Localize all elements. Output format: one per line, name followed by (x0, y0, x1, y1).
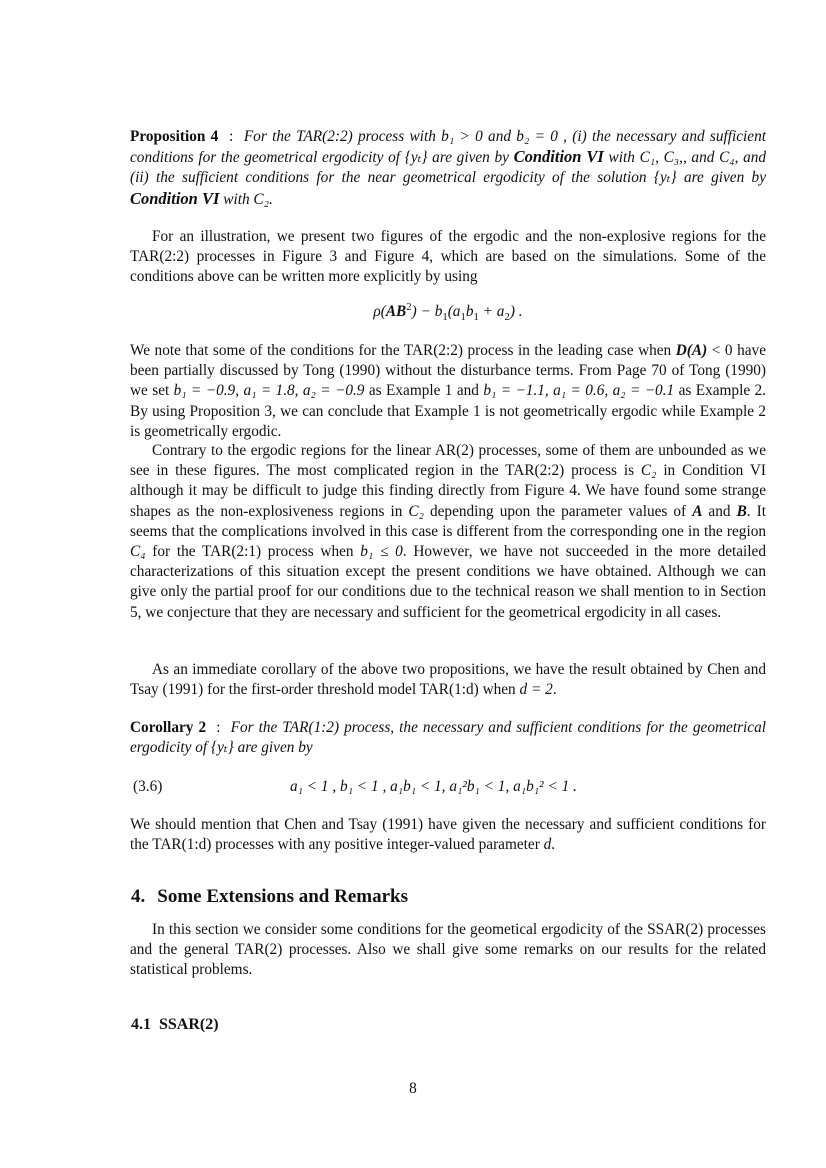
display-equation-rho: $\rho(AB^2) - b_1(a_1b_1 + a_2)$ . (373, 300, 523, 324)
paragraph-mention: We should mention that Chen and Tsay (1991) have given the necessary and sufficient conditions for the TAR(1:d) processes with any positive integer-valued parameter d. (130, 816, 766, 854)
equation-3-6: a₁ < 1 , b₁ < 1 , a₁b₁ < 1, a₁²b₁ < 1, a₁b₁² < 1 . (290, 778, 577, 795)
paragraph-immediate: As an immediate corollary of the above two propositions, we have the result obtained by Chen and Tsay (1991) for the first-order threshold model TAR(1:d) when d = 2. (130, 661, 766, 699)
paragraph-illustration: For an illustration, we present two figures of the ergodic and the non-explosive regions for the TAR(2:2) processes in Figure 3 and Figure 4, which are based on the simulations. Some of the conditions above can be written more explicitly by using (130, 228, 766, 286)
corollary-2: Corollary 2 : For the TAR(1:2) process, the necessary and sufficient conditions for the geometrical ergodicity of {yₜ} are given by (130, 719, 766, 757)
proposition-4 (130, 127, 766, 210)
condition-vi-ref: Condition VI (513, 147, 604, 167)
proposition-label: Proposition 4 (130, 128, 219, 145)
paragraph-note: We note that some of the conditions for the TAR(2:2) process in the leading case when D(A) < 0 have been partially discussed by Tong (1990) without the disturbance terms. From Page 70 of Tong (1990) we set b₁ = −0.9, a₁ = 1.8, a₂ = −0.9 as Example 1 and b₁ = −1.1, a₁ = 0.6, a₂ = −0.1 as Example 2. By using Proposition 3, we can conclude that Example 1 is not geometrically ergodic while Example 2 is geometrically ergodic. (130, 342, 767, 440)
proposition-sep: : (228, 128, 234, 145)
equation-number: (3.6) (133, 778, 163, 795)
section-heading: 4. Some Extensions and Remarks (131, 886, 408, 907)
paragraph-contrary: Contrary to the ergodic regions for the linear AR(2) processes, some of them are unbounded as we see in these figures. The most complicated region in the TAR(2:2) process is C₂ in Condition VI although it may be difficult to judge this finding directly from Figure 4. We have found some strange shapes as the non-explosiveness regions in C₂ depending upon the parameter values of A and B. It seems that the complications involved in this case is different from the corresponding one in the region C₄ for the TAR(2:1) process when b₁ ≤ 0. However, we have not succeeded in the more detailed characterizations of this situation except the present conditions we have obtained. Although we can give only the partial proof for our conditions due to the technical reason we shall mention to in Section 5, we conjecture that they are necessary and sufficient for the geometrical ergodicity in all cases. (130, 442, 766, 621)
paragraph-section4: In this section we consider some conditions for the geometical ergodicity of the SSAR(2) processes and the general TAR(2) processes. Also we shall give some remarks on our results for the related statistical problems. (130, 921, 766, 979)
corollary-label: Corollary 2 (130, 719, 207, 736)
page-number: 8 (409, 1080, 417, 1097)
condition-vi-ref-2: Condition VI (130, 188, 220, 208)
proposition-text: For the TAR(2:2) process with b₁ > 0 and b₂ = 0 , (i) the necessary and sufficient conditions for the geometrical ergodicity of {yₜ} are given by Condition VI with C₁, C₃,, and C₄, and (ii) the sufficient conditions for the near geometrical ergodicity of the solution {yₜ} are given by Condition VI with C₂. (130, 128, 767, 208)
subsection-heading: 4.1 SSAR(2) (131, 1016, 219, 1033)
